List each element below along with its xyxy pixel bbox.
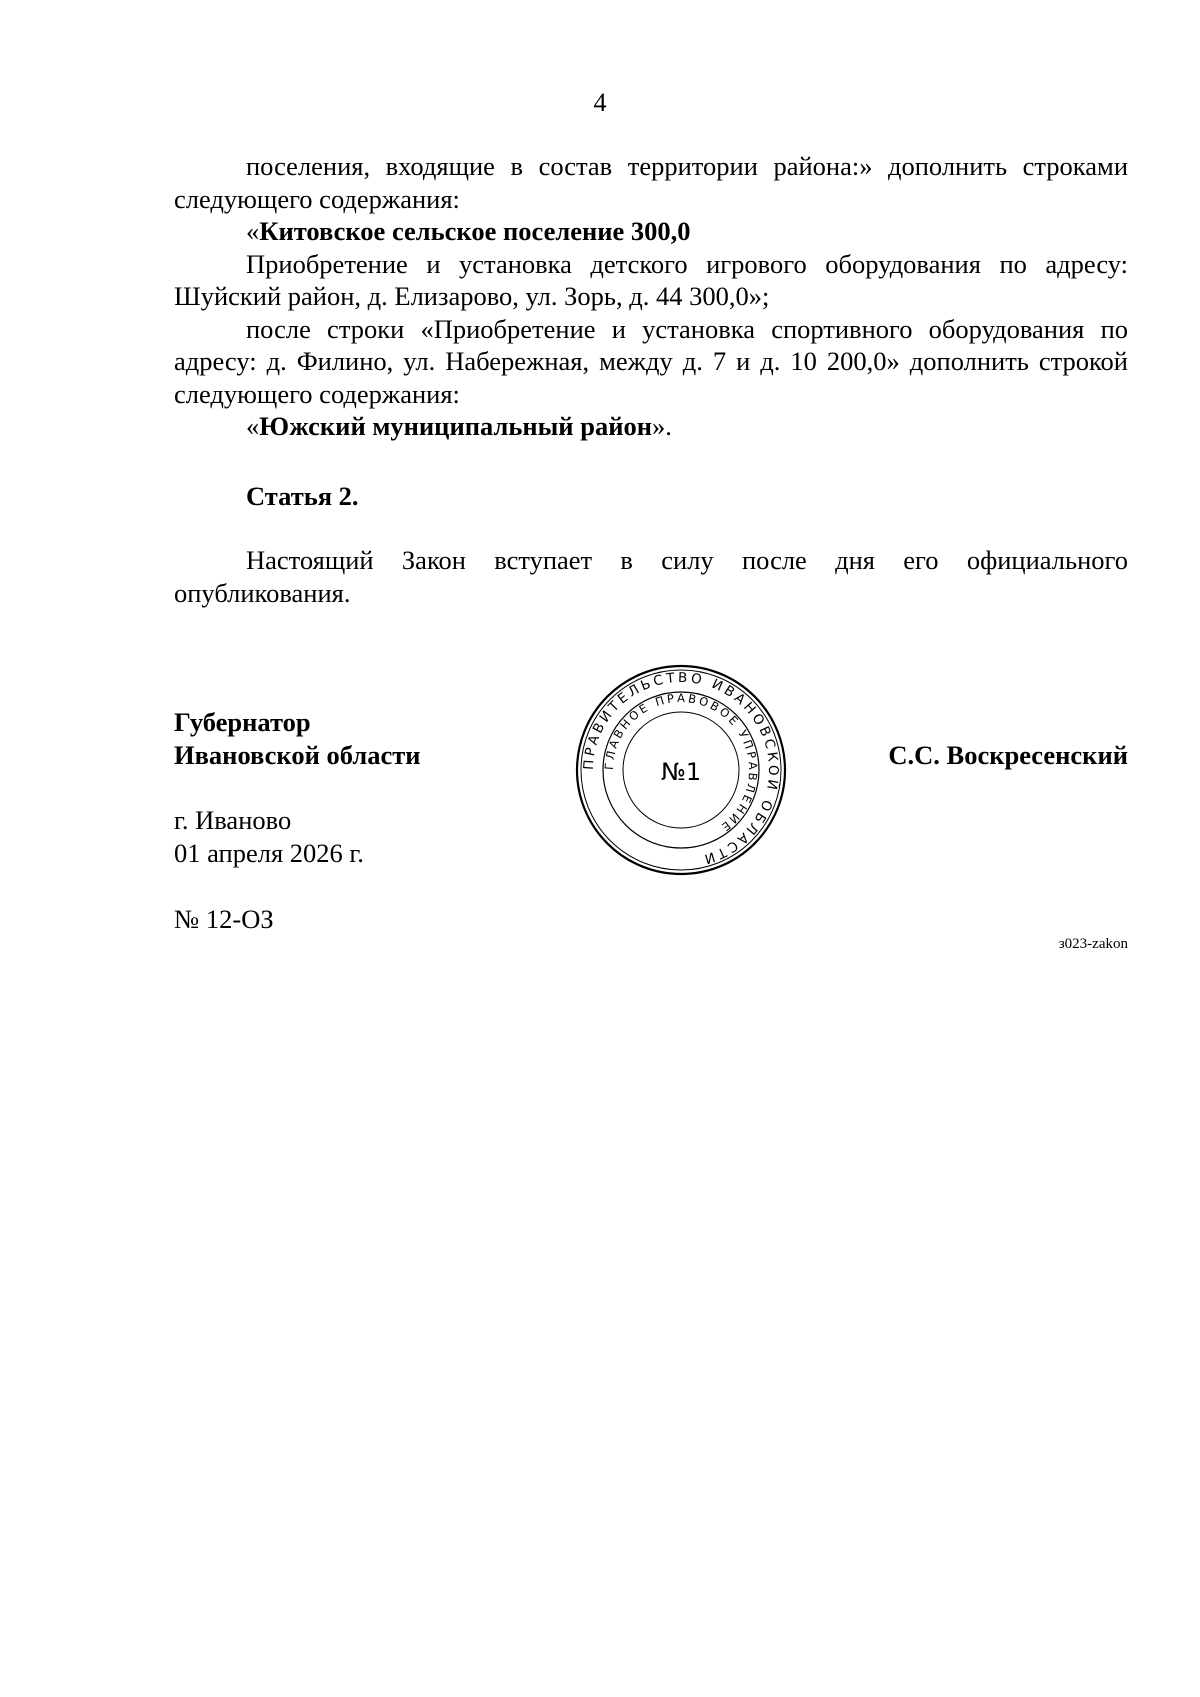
seal-center-text: №1 — [660, 758, 702, 786]
after-line-instruction: после строки «Приобретение и установка спортивного оборудования по адресу: д. Филино, ул. Набережная, между д. 7 и д. 10 200,0» дополнить строкой следующего содержания: — [174, 313, 1128, 409]
amendment-intro: поселения, входящие в состав территории района:» дополнить строками следующего содержания: — [174, 151, 1128, 214]
file-code: з023-zakon — [1058, 936, 1128, 952]
signatory-name: С.С. Воскресенский — [888, 740, 1128, 770]
article-title: Статья 2. — [246, 481, 359, 511]
article-body — [174, 544, 1128, 609]
place-and-date — [174, 804, 364, 870]
article-text: Настоящий Закон вступает в силу после дня его официального опубликования. — [174, 545, 1128, 608]
date: 01 апреля 2026 г. — [174, 838, 364, 868]
seal-outer-text: ПРАВИТЕЛЬСТВО ИВАНОВСКОЙ ОБЛАСТИ — [580, 669, 782, 868]
official-seal-stamp — [573, 662, 789, 878]
district-line: «Южский муниципальный район». — [246, 411, 672, 441]
signatory-title-line1: Губернатор — [174, 707, 311, 737]
new-entry-title: Китовское сельское поселение 300,0 — [259, 216, 691, 246]
district-name: Южский муниципальный район — [259, 411, 652, 441]
place: г. Иваново — [174, 805, 292, 835]
signatory-title — [174, 706, 421, 772]
seal-inner-text: ГЛАВНОЕ ПРАВОВОЕ УПРАВЛЕНИЕ — [601, 690, 761, 836]
new-entry-detail: Приобретение и установка детского игрового оборудования по адресу: Шуйский район, д. Елизарово, ул. Зорь, д. 44 300,0»; — [174, 248, 1128, 311]
page-number: 4 — [593, 88, 607, 117]
new-entry-line: «Китовское сельское поселение 300,0 — [246, 216, 691, 246]
amendment-text — [174, 150, 1128, 443]
law-number: № 12-ОЗ — [174, 904, 274, 934]
signatory-title-line2: Ивановской области — [174, 740, 421, 770]
